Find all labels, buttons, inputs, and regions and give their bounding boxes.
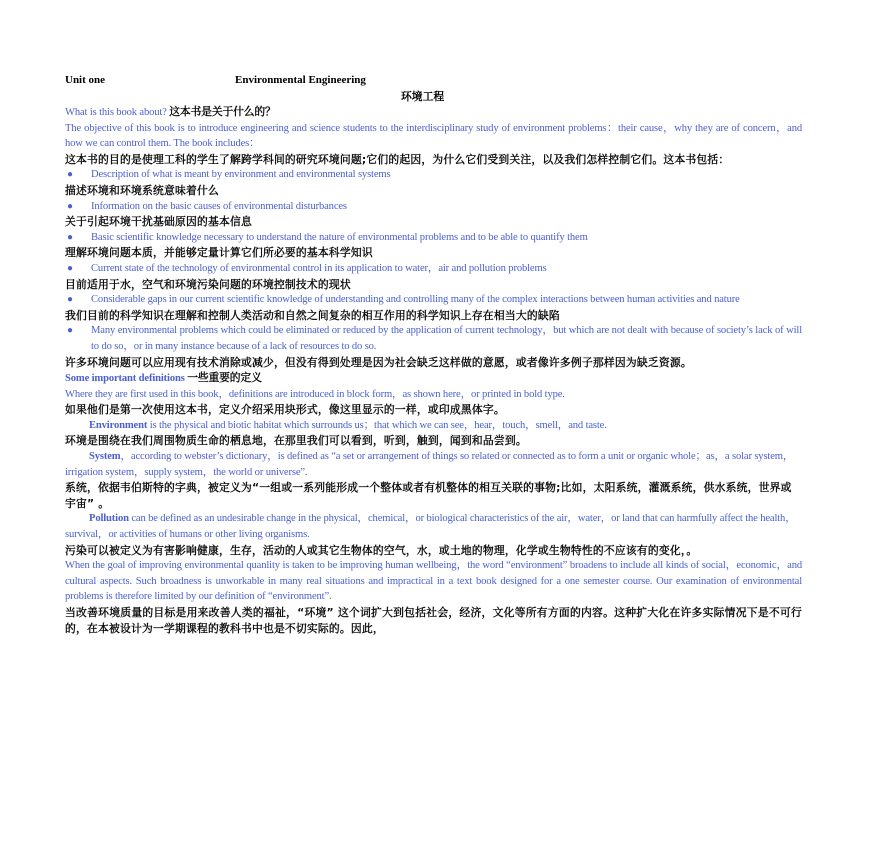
definition-term: Pollution [89,513,129,525]
definition-chinese: 系统，依据韦伯斯特的字典，被定义为“一组或一系列能形成一个整体或者有机整体的相互关联的事物;比如，太阳系统，灌溉系统，供水系统，世界或宇宙” 。 [65,481,792,510]
bullet-chinese: 关于引起环境干扰基础原因的基本信息 [65,215,252,229]
definition-pollution [65,511,802,542]
bullet-chinese: 描述环境和环境系统意味着什么 [65,183,219,197]
list-item [65,230,802,246]
unit-label: Unit one [65,74,106,86]
definition-environment [65,418,802,434]
unit-header [65,74,802,89]
list-item [65,199,802,215]
bullet-english: Many environmental problems which could be eliminated or reduced by the application of current technology，but which are not dealt with because of society’s lack of will to do so，or in many instance because of a lack of resources to do so. [91,325,802,352]
bullet-chinese: 目前适用于水，空气和环境污染问题的环境控制技术的现状 [65,277,351,291]
bullet-chinese: 许多环境问题可以应用现有技术消除或减少，但没有得到处理是因为社会缺乏这样做的意愿，或者像许多例子那样因为缺乏资源。 [65,355,692,369]
closing-english: When the goal of improving environmental quanlity is taken to be improving human wellbeing，the word “environment” broadens to include all kinds of social，economic，and cultural aspects. Such broadness is unworkable in many real situations and impractical in a text book designed for a one semester course. Our examination of environmental problems is therefore limited by our definition of “environment”. [65,560,802,603]
bullet-english: Information on the basic causes of environmental disturbances [91,200,347,212]
definition-system [65,449,802,480]
bullet-chinese: 理解环境问题本质，并能够定量计算它们所必要的基本科学知识 [65,246,373,260]
definitions-intro-english: Where they are first used in this book，definitions are introduced in block form，as shown here，or printed in bold type. [65,388,565,400]
document-page [65,74,802,636]
definitions-heading-chinese: 一些重要的定义 [187,371,262,385]
bullet-english: Current state of the technology of environmental control in its application to water，air and pollution problems [91,262,547,274]
definition-term: System [89,451,121,463]
bullet-english: Description of what is meant by environment and environmental systems [91,169,391,181]
definitions-heading-english: Some important definitions [65,373,185,385]
question-english: What is this book about? [65,107,167,118]
bullet-dot-icon: ● [67,231,73,243]
definition-term: Environment [89,419,148,431]
definitions-intro-chinese: 如果他们是第一次使用这本书，定义介绍采用块形式，像这里显示的一样，或印成黑体字。 [65,403,505,417]
list-item [65,323,802,354]
intro-question [65,104,802,121]
chinese-subtitle: 环境工程 [401,90,445,103]
definitions-heading [65,370,802,387]
closing-chinese: 当改善环境质量的目标是用来改善人类的福祉，“环境” 这个词扩大到包括社会，经济，文化等所有方面的内容。这种扩大化在许多实际情况下是不可行的，在本被设计为一学期课程的教科书中也是不切实际的。因此， [65,606,802,635]
objective-english: The objective of this book is to introduce engineering and science students to the interdisciplinary study of environment problems：their cause，why they are of concern，and how we can control them. The book includes： [65,122,802,150]
bullet-list [65,167,802,370]
objective-chinese: 这本书的目的是使理工科的学生了解跨学科间的研究环境问题;它们的起因，为什么它们受到关注，以及我们怎样控制它们。这本书包括： [65,152,730,166]
unit-topic: Environmental Engineering [235,74,366,86]
definition-chinese: 污染可以被定义为有害影响健康，生存，活动的人或其它生物体的空气，水，或土地的物理，化学或生物特性的不应该有的变化，。 [65,543,698,557]
list-item [65,292,802,308]
definition-chinese: 环境是围绕在我们周围物质生命的栖息地，在那里我们可以看到，听到，触到，闻到和品尝到。 [65,434,527,448]
bullet-english: Basic scientific knowledge necessary to understand the nature of environmental problems and to be able to quantify them [91,231,588,243]
question-chinese: 这本书是关于什么的？ [169,105,276,118]
bullet-dot-icon: ● [67,200,73,212]
bullet-dot-icon: ● [67,294,73,306]
definition-text: ，according to webster’s dictionary，is defined as “a set or arrangement of things so related or connected as to form a unit or organic whole；as，a solar system，irrigation system，supply system，the world or universe”. [65,451,794,478]
bullet-dot-icon: ● [67,169,73,181]
list-item [65,261,802,277]
bullet-chinese: 我们目前的科学知识在理解和控制人类活动和自然之间复杂的相互作用的科学知识上存在相当大的缺陷 [65,308,560,322]
definition-text: can be defined as an undesirable change in the physical，chemical，or biological characteristics of the air，water，or land that can harmfully affect the health，survival，or activities of humans or other living organisms. [65,513,796,541]
bullet-dot-icon: ● [67,325,73,337]
bullet-dot-icon: ● [67,262,73,274]
bullet-english: Considerable gaps in our current scientific knowledge of understanding and controlling many of the complex interactions between human activities and nature [91,294,740,306]
list-item [65,167,802,183]
definition-text: is the physical and biotic habitat which surrounds us；that which we can see，hear，touch，smell，and taste. [147,419,607,431]
